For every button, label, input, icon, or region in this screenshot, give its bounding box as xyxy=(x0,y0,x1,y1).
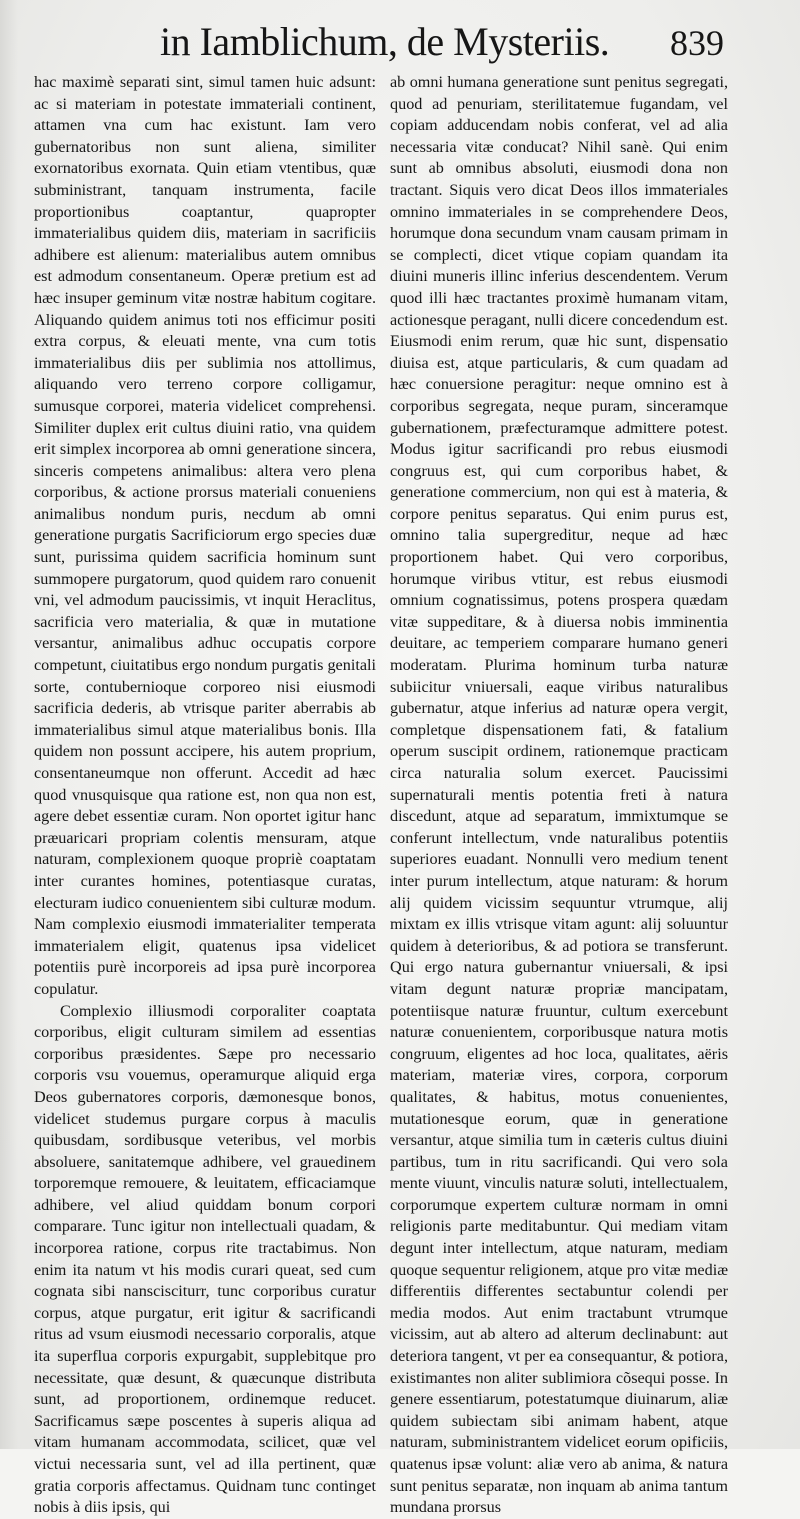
paragraph: hac maximè separati sint, simul tamen huic adsunt: ac si materiam in potestate immateriali continent, attamen vna cum hac existunt. Iam vero gubernatoribus non sunt aliena, similiter exornatoribus exornata. Quin etiam vtentibus, quæ subministrant, tanquam instrumenta, facile proportionibus coaptantur, quapropter immaterialibus quidem diis, materiam in sacrificiis adhibere est alienum: materialibus autem omnibus est admodum consentaneum. Operæ pretium est ad hæc insuper geminum vitæ nostræ habitum cogitare. Aliquando quidem animus toti nos efficimur positi extra corpus, & eleuati mente, vna cum totis immaterialibus diis per sublimia nos attollimus, aliquando vero terreno corpore colligamur, sumusque corporei, materia videlicet comprehensi. Similiter duplex erit cultus diuini ratio, vna quidem erit simplex incorporea ab omni generatione sincera, sinceris competens animalibus: altera vero plena corporibus, & actione prorsus materiali conueniens animalibus nondum puris, necdum ab omni generatione purgatis Sacrificiorum ergo species duæ sunt, purissima quidem sacrificia hominum sunt summopere purgatorum, quod quidem raro conuenit vni, vel admodum paucissimis, vt inquit Heraclitus, sacrificia vero materialia, & quæ in mutatione versantur, animalibus adhuc occupatis corpore competunt, ciuitatibus ergo nondum purgatis genitali sorte, contubernioque corporeo nisi eiusmodi sacrificia dederis, ab vtrisque pariter aberrabis ab immaterialibus simul atque materialibus bonis. Illa quidem non possunt accipere, his autem proprium, consentaneumque non offerunt. Accedit ad hæc quod vnusquisque qua ratione est, non qua non est, agere debet essentiæ curam. Non oportet igitur hanc præuaricari propriam colentis mensuram, atque naturam, complexionem quoque propriè coaptatam inter curantes homines, potentiasque curatas, electuram iudico conuenientem sibi culturæ modum. Nam complexio eiusmodi immaterialiter temperata immaterialem eligit, quatenus ipsa videlicet potentiis purè incorporeis ad ipsa purè incorporea copulatur. xyxy=(34,73,376,998)
text-column-right xyxy=(390,72,728,1519)
page-binding-shadow xyxy=(0,0,18,1449)
paragraph: ab omni humana generatione sunt penitus segregati, quod ad penuriam, sterilitatemue fugandam, vel copiam adducendam nobis conferat, vel ad alia necessaria vitæ conducat? Nihil sanè. Qui enim sunt ab omnibus absoluti, eiusmodi dona non tractant. Siquis vero dicat Deos illos immateriales omnino immateriales in se comprehendere Deos, horumque dona secundum vnam causam primam in se complecti, dicet vtique copiam quandam ita diuini muneris illinc inferius descendentem. Verum quod illi hæc tractantes proximè humanam vitam, actionesque peragant, nulli dicere concedendum est. Eiusmodi enim rerum, quæ hic sunt, dispensatio diuisa est, atque particularis, & cum quadam ad hæc conuersione peragitur: neque omnino est à corporibus segregata, neque puram, sinceramque gubernationem, præfecturamque admittere potest. Modus igitur sacrificandi pro rebus eiusmodi congruus est, qui cum corporibus habet, & generatione commercium, non qui est à materia, & corpore penitus separatus. Qui enim purus est, omnino talia supergreditur, neque ad hæc proportionem habet. Qui vero corporibus, horumque viribus vtitur, est rebus eiusmodi omnium cognatissimus, potens prospera quædam vitæ suppeditare, & à diuersa nobis imminentia deuitare, ac temperiem comparare humano generi moderatam. Plurima hominum turba naturæ subiicitur vniuersali, eaque viribus naturalibus gubernatur, atque inferius ad naturæ opera vergit, completque dispensationem fati, & fatalium operum suscipit ordinem, rationemque practicam circa naturalia solum exercet. Paucissimi supernaturali mentis potentia freti à natura discedunt, atque ad separatum, immixtumque se conferunt intellectum, vnde naturalibus potentiis superiores euadant. Nonnulli vero medium tenent inter purum intellectum, atque naturam: & horum alij quidem vicissim sequuntur vtrumque, alij mixtam ex illis vtrisque vitam agunt: alij soluuntur quidem à deterioribus, & ad potiora se transferunt. Qui ergo natura gubernantur vniuersali, & ipsi vitam degunt naturæ propriæ mancipatam, potentiisque naturæ fruuntur, cultum exercebunt naturæ conuenientem, corporibusque natura motis congruum, eligentes ad hoc loca, qualitates, aëris materiam, materiæ vires, corpora, corporum qualitates, & habitus, motus conuenientes, mutationesque eorum, quæ in generatione versantur, atque similia tum in cæteris cultus diuini partibus, tum in ritu sacrificandi. Qui vero sola mente viuunt, vinculis naturæ soluti, intellectualem, corporumque expertem culturæ normam in omni religionis parte meditabuntur. Qui mediam vitam degunt inter intellectum, atque naturam, mediam quoque sequentur religionem, atque pro vitæ mediæ differentiis differentes sectabuntur colendi per media modos. Aut enim tractabunt vtrumque vicissim, aut ab altero ad alterum declinabunt: aut deteriora tangent, vt per ea consequantur, & potiora, existimantes non aliter sublimiora cõsequi posse. In genere essentiarum, potestatumque diuinarum, aliæ quidem subiectam sibi animam habent, atque naturam, subministrantem videlicet eorum opificiis, quatenus ipsæ volunt: aliæ vero ab anima, & natura sunt penitus separatæ, non inquam ab anima tantum mundana prorsus xyxy=(390,73,728,1517)
paragraph: Complexio illiusmodi corporaliter coaptata corporibus, eligit culturam similem ad essentias corporibus præsidentes. Sæpe pro necessario corporis vsu vouemus, operamurque aliquid erga Deos gubernatores corporis, dæmonesque bonos, videlicet studemus purgare corpus à maculis quibusdam, sordibusque veteribus, vel morbis absoluere, sanitatemque adhibere, vel grauedinem torporemque remouere, & leuitatem, efficaciamque adhibere, vel aliud quiddam bonum corpori comparare. Tunc igitur non intellectuali quadam, & incorporea ratione, corpus rite tractabimus. Non enim ita natum vt his modis curari queat, sed cum cognata sibi nanscisciturr, tunc corporibus curatur corpus, atque purgatur, erit igitur & sacrificandi ritus ad vsum eiusmodi necessario corporalis, atque ita superflua corporis expurgabit, supplebitque pro necessitate, quæ desunt, & quæcunque distributa sunt, ad proportionem, ordinemque reducet. Sacrificamus sæpe poscentes à superis aliqua ad vitam humanam accommodata, scilicet, quæ vel victui necessaria sunt, vel ad illa pertinent, quæ gratia corporis affectamus. Quidnam tunc continget nobis à diis ipsis, qui xyxy=(34,1001,376,1517)
text-column-left xyxy=(34,72,376,1519)
page-number: 839 xyxy=(670,23,724,63)
running-title: in Iamblichum, de Mysteriis. xyxy=(160,19,610,64)
